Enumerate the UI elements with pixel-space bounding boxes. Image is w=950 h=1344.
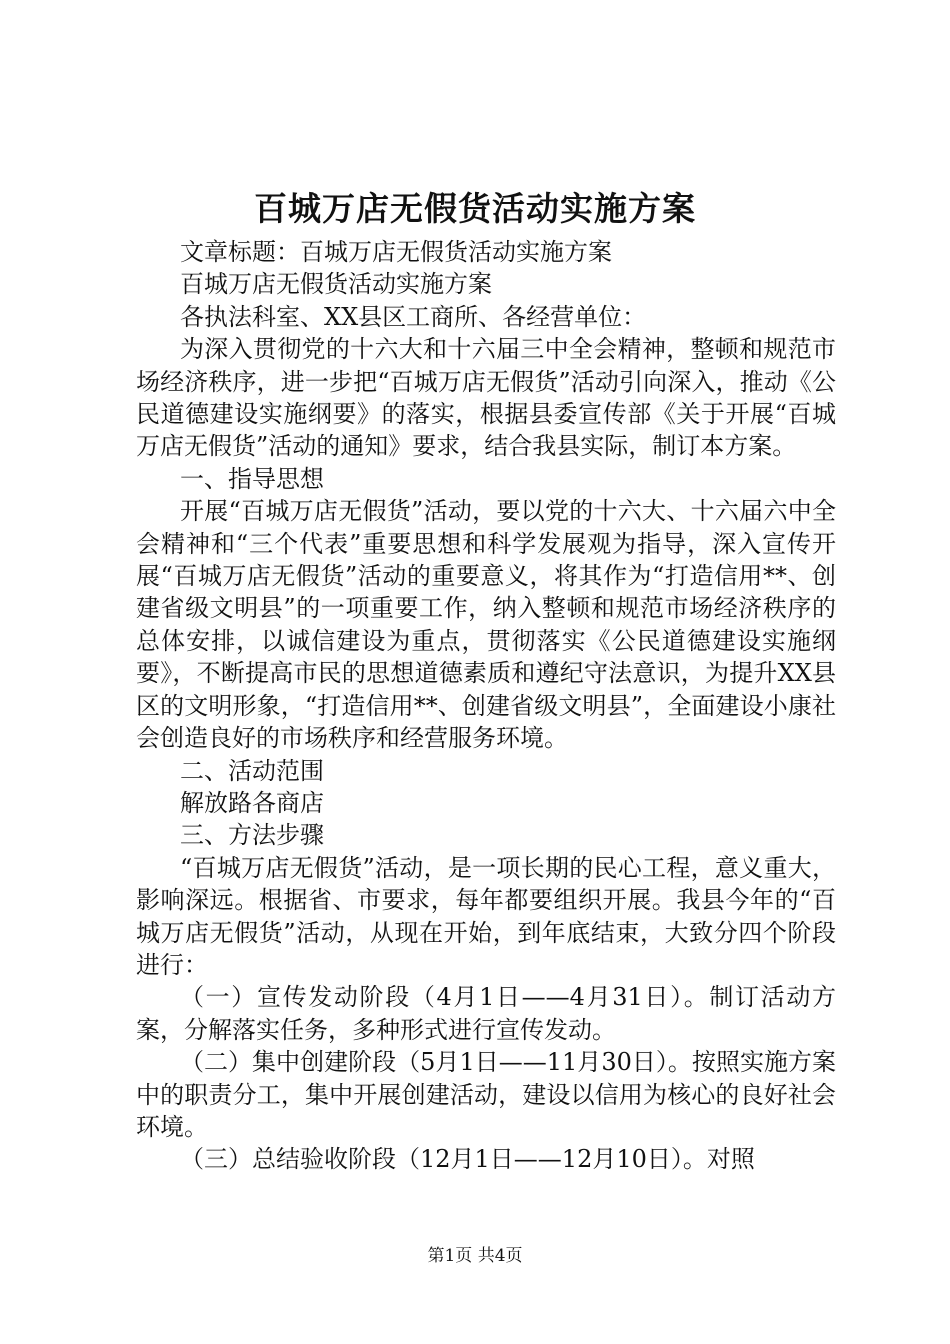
page-footer: 第1页 共4页: [427, 1246, 523, 1266]
step-two-paragraph: （二）集中创建阶段（5月1日——11月30日）。按照实施方案中的职责分工，集中开展创建活动，建设以信用为核心的良好社会环境。: [136, 1048, 836, 1141]
document-title: 百城万店无假货活动实施方案: [254, 189, 696, 228]
scope-paragraph: 解放路各商店: [180, 788, 324, 817]
article-title-line: 文章标题：百城万店无假货活动实施方案: [180, 238, 612, 266]
addressee-line: 各执法科室、XX县区工商所、各经营单位：: [180, 302, 647, 331]
section-heading-guiding-thought: 一、指导思想: [180, 464, 324, 493]
steps-intro-paragraph: “百城万店无假货”活动，是一项长期的民心工程，意义重大，影响深远。根据省、市要求，每年都要组织开展。我县今年的“百城万店无假货”活动，从现在开始，到年底结束，大致分四个阶段进行：: [136, 853, 836, 979]
document-body: [136, 236, 836, 1176]
intro-paragraph: 为深入贯彻党的十六大和十六届三中全会精神，整顿和规范市场经济秩序，进一步把“百城万店无假货”活动引向深入，推动《公民道德建设实施纲要》的落实，根据县委宣传部《关于开展“百城万店无假货”活动的通知》要求，结合我县实际，制订本方案。: [136, 335, 836, 461]
step-one-paragraph: （一）宣传发动阶段（4月1日——4月31日）。制订活动方案，分解落实任务，多种形式进行宣传发动。: [136, 983, 836, 1044]
guiding-thought-paragraph: 开展“百城万店无假货”活动，要以党的十六大、十六届六中全会精神和“三个代表”重要思想和科学发展观为指导，深入宣传开展“百城万店无假货”活动的重要意义，将其作为“打造信用**、创建省级文明县”的一项重要工作，纳入整顿和规范市场经济秩序的总体安排，以诚信建设为重点，贯彻落实《公民道德建设实施纲要》，不断提高市民的思想道德素质和遵纪守法意识，为提升XX县区的文明形象，“打造信用**、创建省级文明县”，全面建设小康社会创造良好的市场秩序和经营服务环境。: [136, 497, 836, 753]
section-heading-steps: 三、方法步骤: [180, 821, 324, 850]
section-heading-scope: 二、活动范围: [180, 756, 324, 785]
subtitle-line: 百城万店无假货活动实施方案: [180, 270, 492, 299]
step-three-paragraph: （三）总结验收阶段（12月1日——12月10日）。对照: [180, 1145, 755, 1174]
